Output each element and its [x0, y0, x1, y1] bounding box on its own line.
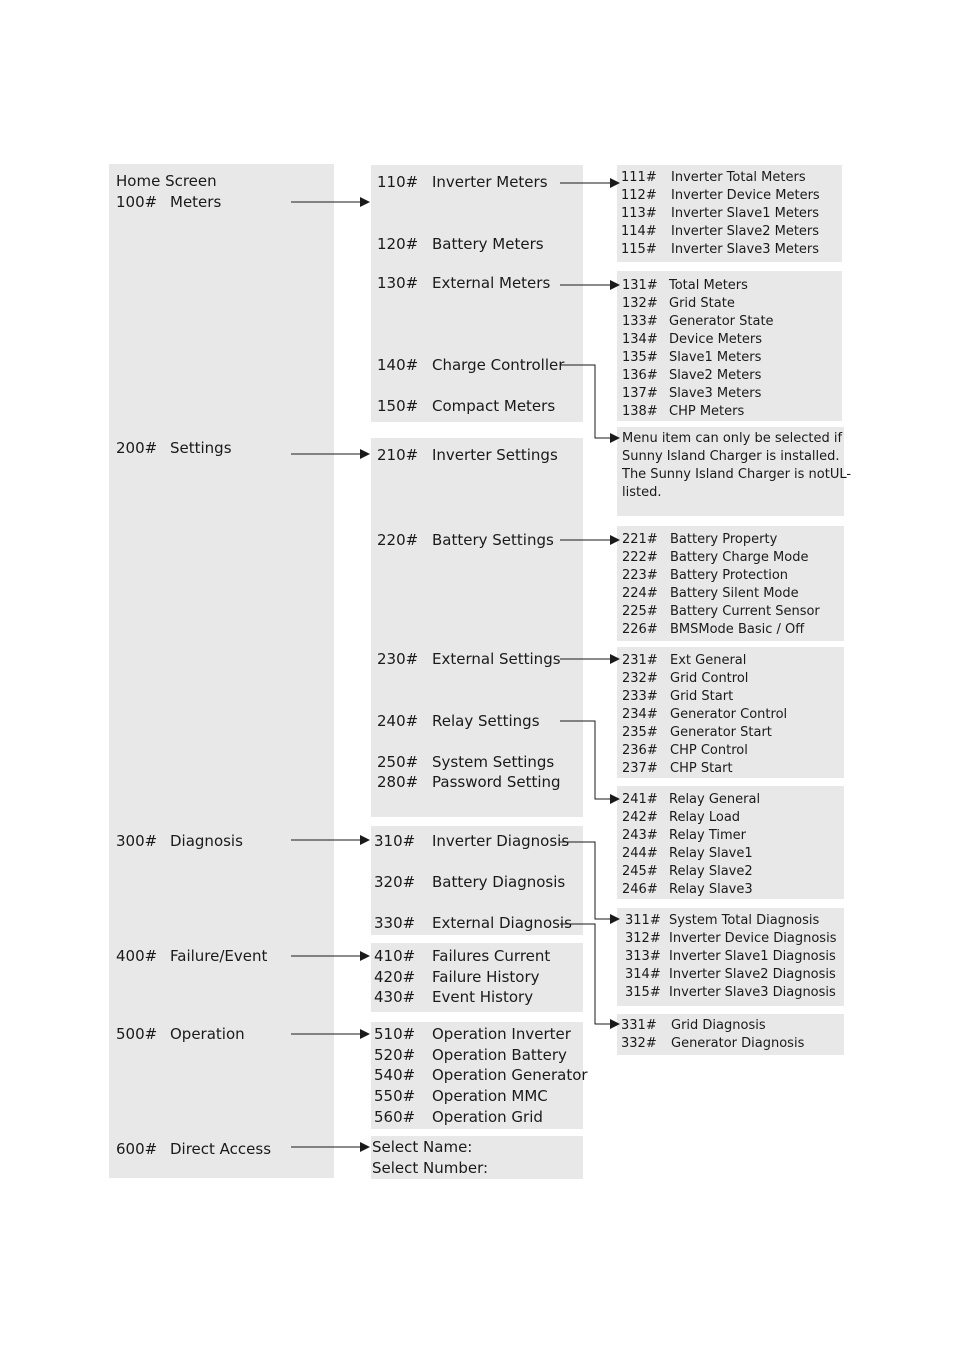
submenu-item-223-label: Battery Protection [670, 568, 789, 583]
submenu-item-243[interactable] [622, 829, 746, 842]
submenu-item-314[interactable] [625, 968, 836, 981]
submenu-item-331[interactable] [621, 1019, 766, 1032]
submenu-item-134[interactable] [622, 333, 762, 346]
submenu-item-136-number: 136# [622, 368, 658, 383]
menu-item-430[interactable] [374, 990, 533, 1005]
submenu-item-241[interactable] [622, 793, 760, 806]
submenu-item-236[interactable] [622, 744, 748, 757]
submenu-item-332[interactable] [621, 1037, 804, 1050]
submenu-item-315-label: Inverter Slave3 Diagnosis [669, 985, 836, 1000]
submenu-item-234-label: Generator Control [670, 707, 788, 722]
submenu-item-311-label: System Total Diagnosis [669, 913, 820, 928]
submenu-item-136-label: Slave2 Meters [669, 368, 762, 383]
submenu-item-224-number: 224# [622, 586, 658, 601]
menu-item-300-label: Diagnosis [170, 832, 243, 850]
menu-item-140-number: 140# [377, 356, 419, 374]
menu-item-280-label: Password Setting [432, 773, 561, 791]
submenu-item-224[interactable] [622, 587, 799, 600]
submenu-item-133-label: Generator State [669, 314, 774, 329]
menu-item-220-number: 220# [377, 531, 419, 549]
submenu-item-233-label: Grid Start [670, 689, 734, 704]
menu-item-240[interactable] [377, 714, 540, 729]
menu-item-420[interactable] [374, 970, 539, 985]
submenu-item-138[interactable] [622, 405, 744, 418]
submenu-item-234[interactable] [622, 708, 787, 721]
submenu-item-235-number: 235# [622, 725, 658, 740]
menu-item-150[interactable] [377, 399, 555, 414]
menu-item-500[interactable] [116, 1027, 245, 1042]
menu-item-230-number: 230# [377, 650, 419, 668]
submenu-item-114-label: Inverter Slave2 Meters [671, 224, 820, 239]
submenu-item-232-number: 232# [622, 671, 658, 686]
menu-item-220[interactable] [377, 533, 554, 548]
submenu-item-243-number: 243# [622, 828, 658, 843]
submenu-item-222-number: 222# [622, 550, 658, 565]
menu-item-250[interactable] [377, 755, 554, 770]
menu-item-100-number: 100# [116, 193, 158, 211]
menu-item-550-label: Operation MMC [432, 1087, 548, 1105]
menu-item-130[interactable] [377, 276, 550, 291]
submenu-item-243-label: Relay Timer [669, 828, 747, 843]
menu-item-520[interactable] [374, 1048, 567, 1063]
menu-item-230-label: External Settings [432, 650, 561, 668]
menu-item-110[interactable] [377, 175, 548, 190]
submenu-item-223-number: 223# [622, 568, 658, 583]
menu-item-100-label: Meters [170, 193, 222, 211]
submenu-item-221[interactable] [622, 533, 777, 546]
submenu-item-242[interactable] [622, 811, 740, 824]
submenu-item-231-number: 231# [622, 653, 658, 668]
menu-item-280-number: 280# [377, 773, 419, 791]
submenu-item-245-number: 245# [622, 864, 658, 879]
submenu-item-313-number: 313# [625, 949, 661, 964]
submenu-item-134-number: 134# [622, 332, 658, 347]
menu-item-250-number: 250# [377, 753, 419, 771]
menu-item-200[interactable] [116, 441, 232, 456]
menu-item-430-number: 430# [374, 988, 416, 1006]
home-screen-label: Home Screen [116, 172, 217, 190]
submenu-item-235-label: Generator Start [670, 725, 772, 740]
submenu-item-222[interactable] [622, 551, 808, 564]
submenu-item-111-number: 111# [621, 170, 657, 185]
submenu-item-222-label: Battery Charge Mode [670, 550, 809, 565]
submenu-item-132-label: Grid State [669, 296, 735, 311]
menu-item-210[interactable] [377, 448, 558, 463]
submenu-item-311-number: 311# [625, 913, 661, 928]
menu-item-330-number: 330# [374, 914, 416, 932]
submenu-item-137[interactable] [622, 387, 761, 400]
submenu-item-232[interactable] [622, 672, 748, 685]
submenu-item-234-number: 234# [622, 707, 658, 722]
menu-item-420-label: Failure History [432, 968, 540, 986]
submenu-item-135-number: 135# [622, 350, 658, 365]
submenu-item-221-label: Battery Property [670, 532, 778, 547]
submenu-item-114[interactable] [621, 225, 819, 238]
menu-item-400[interactable] [116, 949, 267, 964]
menu-item-110-label: Inverter Meters [432, 173, 548, 191]
menu-item-280[interactable] [377, 775, 561, 790]
submenu-item-135-label: Slave1 Meters [669, 350, 762, 365]
submenu-item-312-label: Inverter Device Diagnosis [669, 931, 837, 946]
submenu-item-115[interactable] [621, 243, 819, 256]
menu-item-520-label: Operation Battery [432, 1046, 567, 1064]
menu-item-510-number: 510# [374, 1025, 416, 1043]
menu-item-600[interactable] [116, 1142, 271, 1157]
menu-item-220-label: Battery Settings [432, 531, 554, 549]
submenu-item-246-number: 246# [622, 882, 658, 897]
submenu-item-233[interactable] [622, 690, 733, 703]
submenu-item-114-number: 114# [621, 224, 657, 239]
menu-item-550-number: 550# [374, 1087, 416, 1105]
submenu-item-245[interactable] [622, 865, 753, 878]
submenu-item-331-label: Grid Diagnosis [671, 1018, 766, 1033]
menu-item-560-label: Operation Grid [432, 1108, 543, 1126]
submenu-item-244-label: Relay Slave1 [669, 846, 753, 861]
submenu-item-115-label: Inverter Slave3 Meters [671, 242, 820, 257]
menu-item-150-number: 150# [377, 397, 419, 415]
menu-item-210-label: Inverter Settings [432, 446, 558, 464]
submenu-item-224-label: Battery Silent Mode [670, 586, 799, 601]
submenu-item-312[interactable] [625, 932, 836, 945]
submenu-item-226-label: BMSMode Basic / Off [670, 622, 805, 637]
menu-item-250-label: System Settings [432, 753, 555, 771]
menu-item-560-number: 560# [374, 1108, 416, 1126]
menu-item-550[interactable] [374, 1089, 548, 1104]
submenu-item-332-label: Generator Diagnosis [671, 1036, 805, 1051]
submenu-item-237-label: CHP Start [670, 761, 733, 776]
menu-item-560[interactable] [374, 1110, 543, 1125]
submenu-item-113-number: 113# [621, 206, 657, 221]
submenu-item-138-number: 138# [622, 404, 658, 419]
charge-controller-note-line: Sunny Island Charger is installed. [622, 449, 840, 464]
menu-item-540-number: 540# [374, 1066, 416, 1084]
submenu-item-133[interactable] [622, 315, 774, 328]
submenu-item-332-number: 332# [621, 1036, 657, 1051]
submenu-item-112-label: Inverter Device Meters [671, 188, 820, 203]
submenu-item-115-number: 115# [621, 242, 657, 257]
menu-item-130-label: External Meters [432, 274, 551, 292]
submenu-item-221-number: 221# [622, 532, 658, 547]
menu-item-230[interactable] [377, 652, 561, 667]
menu-item-100[interactable] [116, 195, 221, 210]
menu-item-410[interactable] [374, 949, 550, 964]
menu-item-320[interactable] [374, 875, 565, 890]
menu-item-410-number: 410# [374, 947, 416, 965]
menu-item-500-number: 500# [116, 1025, 158, 1043]
charge-controller-note-line: listed. [622, 485, 662, 500]
submenu-item-242-label: Relay Load [669, 810, 741, 825]
submenu-item-131-label: Total Meters [669, 278, 748, 293]
menu-item-540-label: Operation Generator [432, 1066, 588, 1084]
submenu-item-112[interactable] [621, 189, 820, 202]
menu-item-300[interactable] [116, 834, 243, 849]
submenu-item-131-number: 131# [622, 278, 658, 293]
submenu-item-236-number: 236# [622, 743, 658, 758]
submenu-item-223[interactable] [622, 569, 788, 582]
submenu-item-237[interactable] [622, 762, 733, 775]
submenu-item-137-number: 137# [622, 386, 658, 401]
submenu-item-244-number: 244# [622, 846, 658, 861]
select-number-field[interactable]: Select Number: [372, 1159, 489, 1177]
submenu-item-111[interactable] [621, 171, 806, 184]
submenu-item-225-number: 225# [622, 604, 658, 619]
menu-item-430-label: Event History [432, 988, 534, 1006]
submenu-item-133-number: 133# [622, 314, 658, 329]
submenu-item-241-label: Relay General [669, 792, 761, 807]
menu-item-140[interactable] [377, 358, 564, 373]
select-name-field[interactable]: Select Name: [372, 1138, 473, 1156]
menu-item-120-label: Battery Meters [432, 235, 544, 253]
submenu-item-132[interactable] [622, 297, 735, 310]
submenu-item-314-number: 314# [625, 967, 661, 982]
menu-item-600-label: Direct Access [170, 1140, 272, 1158]
submenu-item-236-label: CHP Control [670, 743, 748, 758]
submenu-item-231-label: Ext General [670, 653, 747, 668]
menu-item-240-number: 240# [377, 712, 419, 730]
submenu-item-138-label: CHP Meters [669, 404, 745, 419]
menu-item-200-number: 200# [116, 439, 158, 457]
submenu-item-331-number: 331# [621, 1018, 657, 1033]
menu-item-310-number: 310# [374, 832, 416, 850]
submenu-item-311[interactable] [625, 914, 819, 927]
menu-item-240-label: Relay Settings [432, 712, 540, 730]
menu-item-120[interactable] [377, 237, 544, 252]
charge-controller-note-line: Menu item can only be selected if [622, 431, 843, 446]
submenu-item-135[interactable] [622, 351, 761, 364]
submenu-item-313-label: Inverter Slave1 Diagnosis [669, 949, 836, 964]
submenu-item-246[interactable] [622, 883, 753, 896]
submenu-item-131[interactable] [622, 279, 748, 292]
menu-item-330-label: External Diagnosis [432, 914, 572, 932]
submenu-item-315-number: 315# [625, 985, 661, 1000]
menu-item-140-label: Charge Controller [432, 356, 565, 374]
menu-item-510-label: Operation Inverter [432, 1025, 571, 1043]
meters-menu-box [371, 165, 583, 422]
menu-item-310[interactable] [374, 834, 569, 849]
submenu-item-314-label: Inverter Slave2 Diagnosis [669, 967, 836, 982]
menu-item-330[interactable] [374, 916, 572, 931]
menu-item-600-number: 600# [116, 1140, 158, 1158]
menu-item-310-label: Inverter Diagnosis [432, 832, 570, 850]
submenu-item-312-number: 312# [625, 931, 661, 946]
submenu-item-232-label: Grid Control [670, 671, 749, 686]
menu-item-300-number: 300# [116, 832, 158, 850]
submenu-item-112-number: 112# [621, 188, 657, 203]
menu-item-510[interactable] [374, 1027, 571, 1042]
submenu-item-241-number: 241# [622, 792, 658, 807]
menu-item-400-number: 400# [116, 947, 158, 965]
submenu-item-132-number: 132# [622, 296, 658, 311]
menu-item-400-label: Failure/Event [170, 947, 268, 965]
submenu-item-113[interactable] [621, 207, 819, 220]
menu-item-320-number: 320# [374, 873, 416, 891]
submenu-item-231[interactable] [622, 654, 746, 667]
menu-item-540[interactable] [374, 1068, 588, 1083]
submenu-item-226-number: 226# [622, 622, 658, 637]
submenu-item-315[interactable] [625, 986, 836, 999]
menu-item-130-number: 130# [377, 274, 419, 292]
menu-item-110-number: 110# [377, 173, 419, 191]
menu-item-210-number: 210# [377, 446, 419, 464]
submenu-item-111-label: Inverter Total Meters [671, 170, 806, 185]
submenu-item-245-label: Relay Slave2 [669, 864, 753, 879]
menu-item-520-number: 520# [374, 1046, 416, 1064]
submenu-item-136[interactable] [622, 369, 761, 382]
submenu-item-137-label: Slave3 Meters [669, 386, 762, 401]
submenu-item-242-number: 242# [622, 810, 658, 825]
submenu-item-226[interactable] [622, 623, 804, 636]
menu-item-500-label: Operation [170, 1025, 245, 1043]
menu-item-320-label: Battery Diagnosis [432, 873, 566, 891]
submenu-item-235[interactable] [622, 726, 772, 739]
submenu-item-244[interactable] [622, 847, 753, 860]
submenu-item-134-label: Device Meters [669, 332, 763, 347]
menu-item-410-label: Failures Current [432, 947, 551, 965]
submenu-item-225[interactable] [622, 605, 820, 618]
submenu-item-233-number: 233# [622, 689, 658, 704]
submenu-item-113-label: Inverter Slave1 Meters [671, 206, 820, 221]
submenu-item-246-label: Relay Slave3 [669, 882, 753, 897]
submenu-item-225-label: Battery Current Sensor [670, 604, 820, 619]
menu-item-420-number: 420# [374, 968, 416, 986]
menu-item-200-label: Settings [170, 439, 232, 457]
charge-controller-note-line: The Sunny Island Charger is notUL- [622, 467, 852, 482]
menu-item-150-label: Compact Meters [432, 397, 556, 415]
submenu-item-313[interactable] [625, 950, 836, 963]
submenu-item-237-number: 237# [622, 761, 658, 776]
menu-item-120-number: 120# [377, 235, 419, 253]
